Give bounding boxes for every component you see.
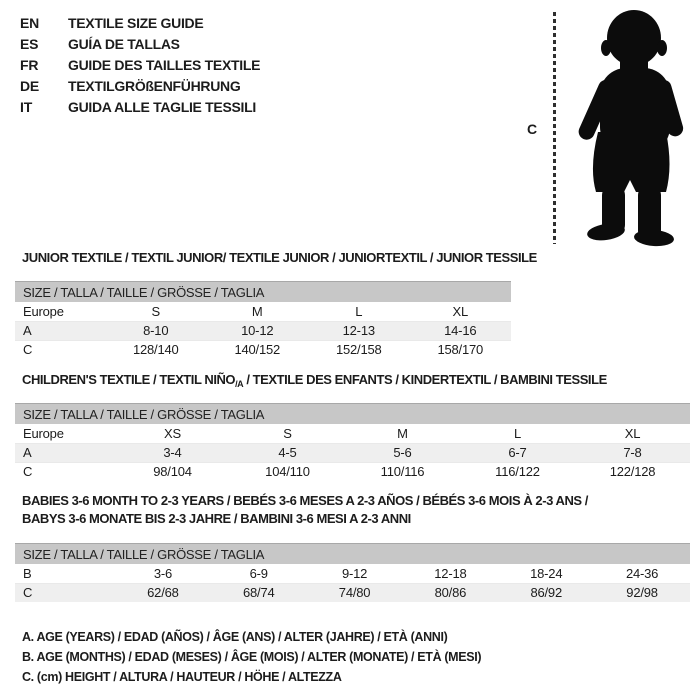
footnote-a: A. AGE (YEARS) / EDAD (AÑOS) / ÂGE (ANS) / ALTER (JAHRE) / ETÀ (ANNI): [22, 630, 448, 644]
age-cell: 6-7: [460, 443, 575, 462]
age-cell: 14-16: [410, 321, 512, 340]
language-code: IT: [20, 98, 33, 115]
size-cell: M: [207, 302, 309, 321]
language-label: TEXTILE SIZE GUIDE: [68, 14, 204, 31]
table-row: [15, 583, 690, 602]
language-row-de: [20, 75, 260, 96]
height-cell: 122/128: [609, 464, 656, 480]
children-size-table: [15, 403, 690, 481]
language-row-es: [20, 33, 260, 54]
language-label: GUIDA ALLE TAGLIE TESSILI: [68, 98, 256, 115]
section-title-text: / TEXTILE DES ENFANTS / KINDERTEXTIL / BAMBINI TESSILE: [243, 372, 607, 387]
language-code: FR: [20, 56, 39, 73]
row-label: A: [15, 443, 115, 462]
height-cell: 80/86: [402, 583, 498, 602]
size-cell: L: [308, 302, 410, 321]
row-label: Europe: [15, 302, 105, 321]
height-measure-label: C: [527, 121, 538, 137]
row-label: B: [15, 564, 115, 583]
height-cell: 104/110: [265, 464, 310, 480]
section-title-line1: BABIES 3-6 MONTH TO 2-3 YEARS / BEBÉS 3-6 MESES A 2-3 AÑOS / BÉBÉS 3-6 MOIS À 2-3 ANS /: [22, 493, 588, 508]
height-cell: 86/92: [498, 583, 594, 602]
toddler-silhouette: [560, 8, 700, 248]
age-cell: 4-5: [230, 443, 345, 462]
row-label: C: [23, 464, 33, 480]
height-cell: 62/68: [115, 583, 211, 602]
height-cell: 68/74: [211, 583, 307, 602]
language-label: GUIDE DES TAILLES TEXTILE: [68, 56, 261, 73]
size-cell: XL: [575, 424, 690, 443]
height-cell: 158/170: [437, 342, 484, 358]
row-label: Europe: [15, 424, 115, 443]
table-row: [15, 302, 511, 321]
language-code: EN: [20, 14, 40, 31]
language-label: GUÍA DE TALLAS: [68, 35, 180, 52]
section-title-subscript: /A: [235, 379, 244, 389]
footnote-c: C. (cm) HEIGHT / ALTURA / HAUTEUR / HÖHE / ALTEZZA: [22, 670, 342, 684]
language-code: DE: [20, 77, 40, 94]
table-row: [15, 321, 511, 340]
height-cell: 110/116: [380, 464, 425, 480]
size-table-header: SIZE / TALLA / TAILLE / GRÖSSE / TAGLIA: [15, 281, 511, 302]
age-cell: 8-10: [105, 321, 207, 340]
table-row: [15, 443, 690, 462]
section-title-junior: JUNIOR TEXTILE / TEXTIL JUNIOR/ TEXTILE JUNIOR / JUNIORTEXTIL / JUNIOR TESSILE: [22, 250, 537, 265]
age-cell: 24-36: [594, 564, 690, 583]
language-row-fr: [20, 54, 260, 75]
babies-size-table: [15, 543, 690, 602]
height-cell: 74/80: [307, 583, 403, 602]
section-title-babies: [22, 492, 588, 528]
age-cell: 5-6: [345, 443, 460, 462]
language-list: [20, 12, 260, 117]
table-row: [15, 564, 690, 583]
age-cell: 3-4: [115, 443, 230, 462]
age-cell: 7-8: [575, 443, 690, 462]
table-row: [15, 462, 690, 481]
size-cell: XL: [410, 302, 512, 321]
footnote-b: B. AGE (MONTHS) / EDAD (MESES) / ÂGE (MOIS) / ALTER (MONATE) / ETÀ (MESI): [22, 650, 482, 664]
age-cell: 18-24: [498, 564, 594, 583]
row-label: C: [15, 583, 115, 602]
footnote-legend: [22, 627, 481, 687]
language-code: ES: [20, 35, 39, 52]
height-cell: 116/122: [495, 464, 540, 480]
height-cell: 98/104: [153, 464, 192, 480]
age-cell: 9-12: [307, 564, 403, 583]
table-row: [15, 340, 511, 359]
section-title-text: CHILDREN'S TEXTILE / TEXTIL NIÑO: [22, 372, 236, 387]
height-cell: 92/98: [594, 583, 690, 602]
junior-size-table: [15, 281, 511, 359]
size-cell: L: [460, 424, 575, 443]
size-table-header: SIZE / TALLA / TAILLE / GRÖSSE / TAGLIA: [15, 543, 690, 564]
age-cell: 10-12: [207, 321, 309, 340]
section-title-line2: BABYS 3-6 MONATE BIS 2-3 JAHRE / BAMBINI 3-6 MESI A 2-3 ANNI: [22, 511, 411, 526]
age-cell: 3-6: [115, 564, 211, 583]
language-row-en: [20, 12, 260, 33]
height-measure-dashed-line: [553, 12, 556, 244]
size-cell: S: [230, 424, 345, 443]
row-label: C: [23, 342, 33, 358]
language-row-it: [20, 96, 260, 117]
table-row: [15, 424, 690, 443]
language-label: TEXTILGRÖßENFÜHRUNG: [68, 77, 241, 94]
height-cell: 152/158: [335, 342, 382, 358]
age-cell: 6-9: [211, 564, 307, 583]
age-cell: 12-13: [308, 321, 410, 340]
height-cell: 140/152: [234, 342, 281, 358]
section-title-children: [22, 372, 607, 389]
size-cell: S: [105, 302, 207, 321]
size-table-header: SIZE / TALLA / TAILLE / GRÖSSE / TAGLIA: [15, 403, 690, 424]
age-cell: 12-18: [402, 564, 498, 583]
row-label: A: [15, 321, 105, 340]
height-cell: 128/140: [132, 342, 179, 358]
size-cell: XS: [115, 424, 230, 443]
size-cell: M: [345, 424, 460, 443]
